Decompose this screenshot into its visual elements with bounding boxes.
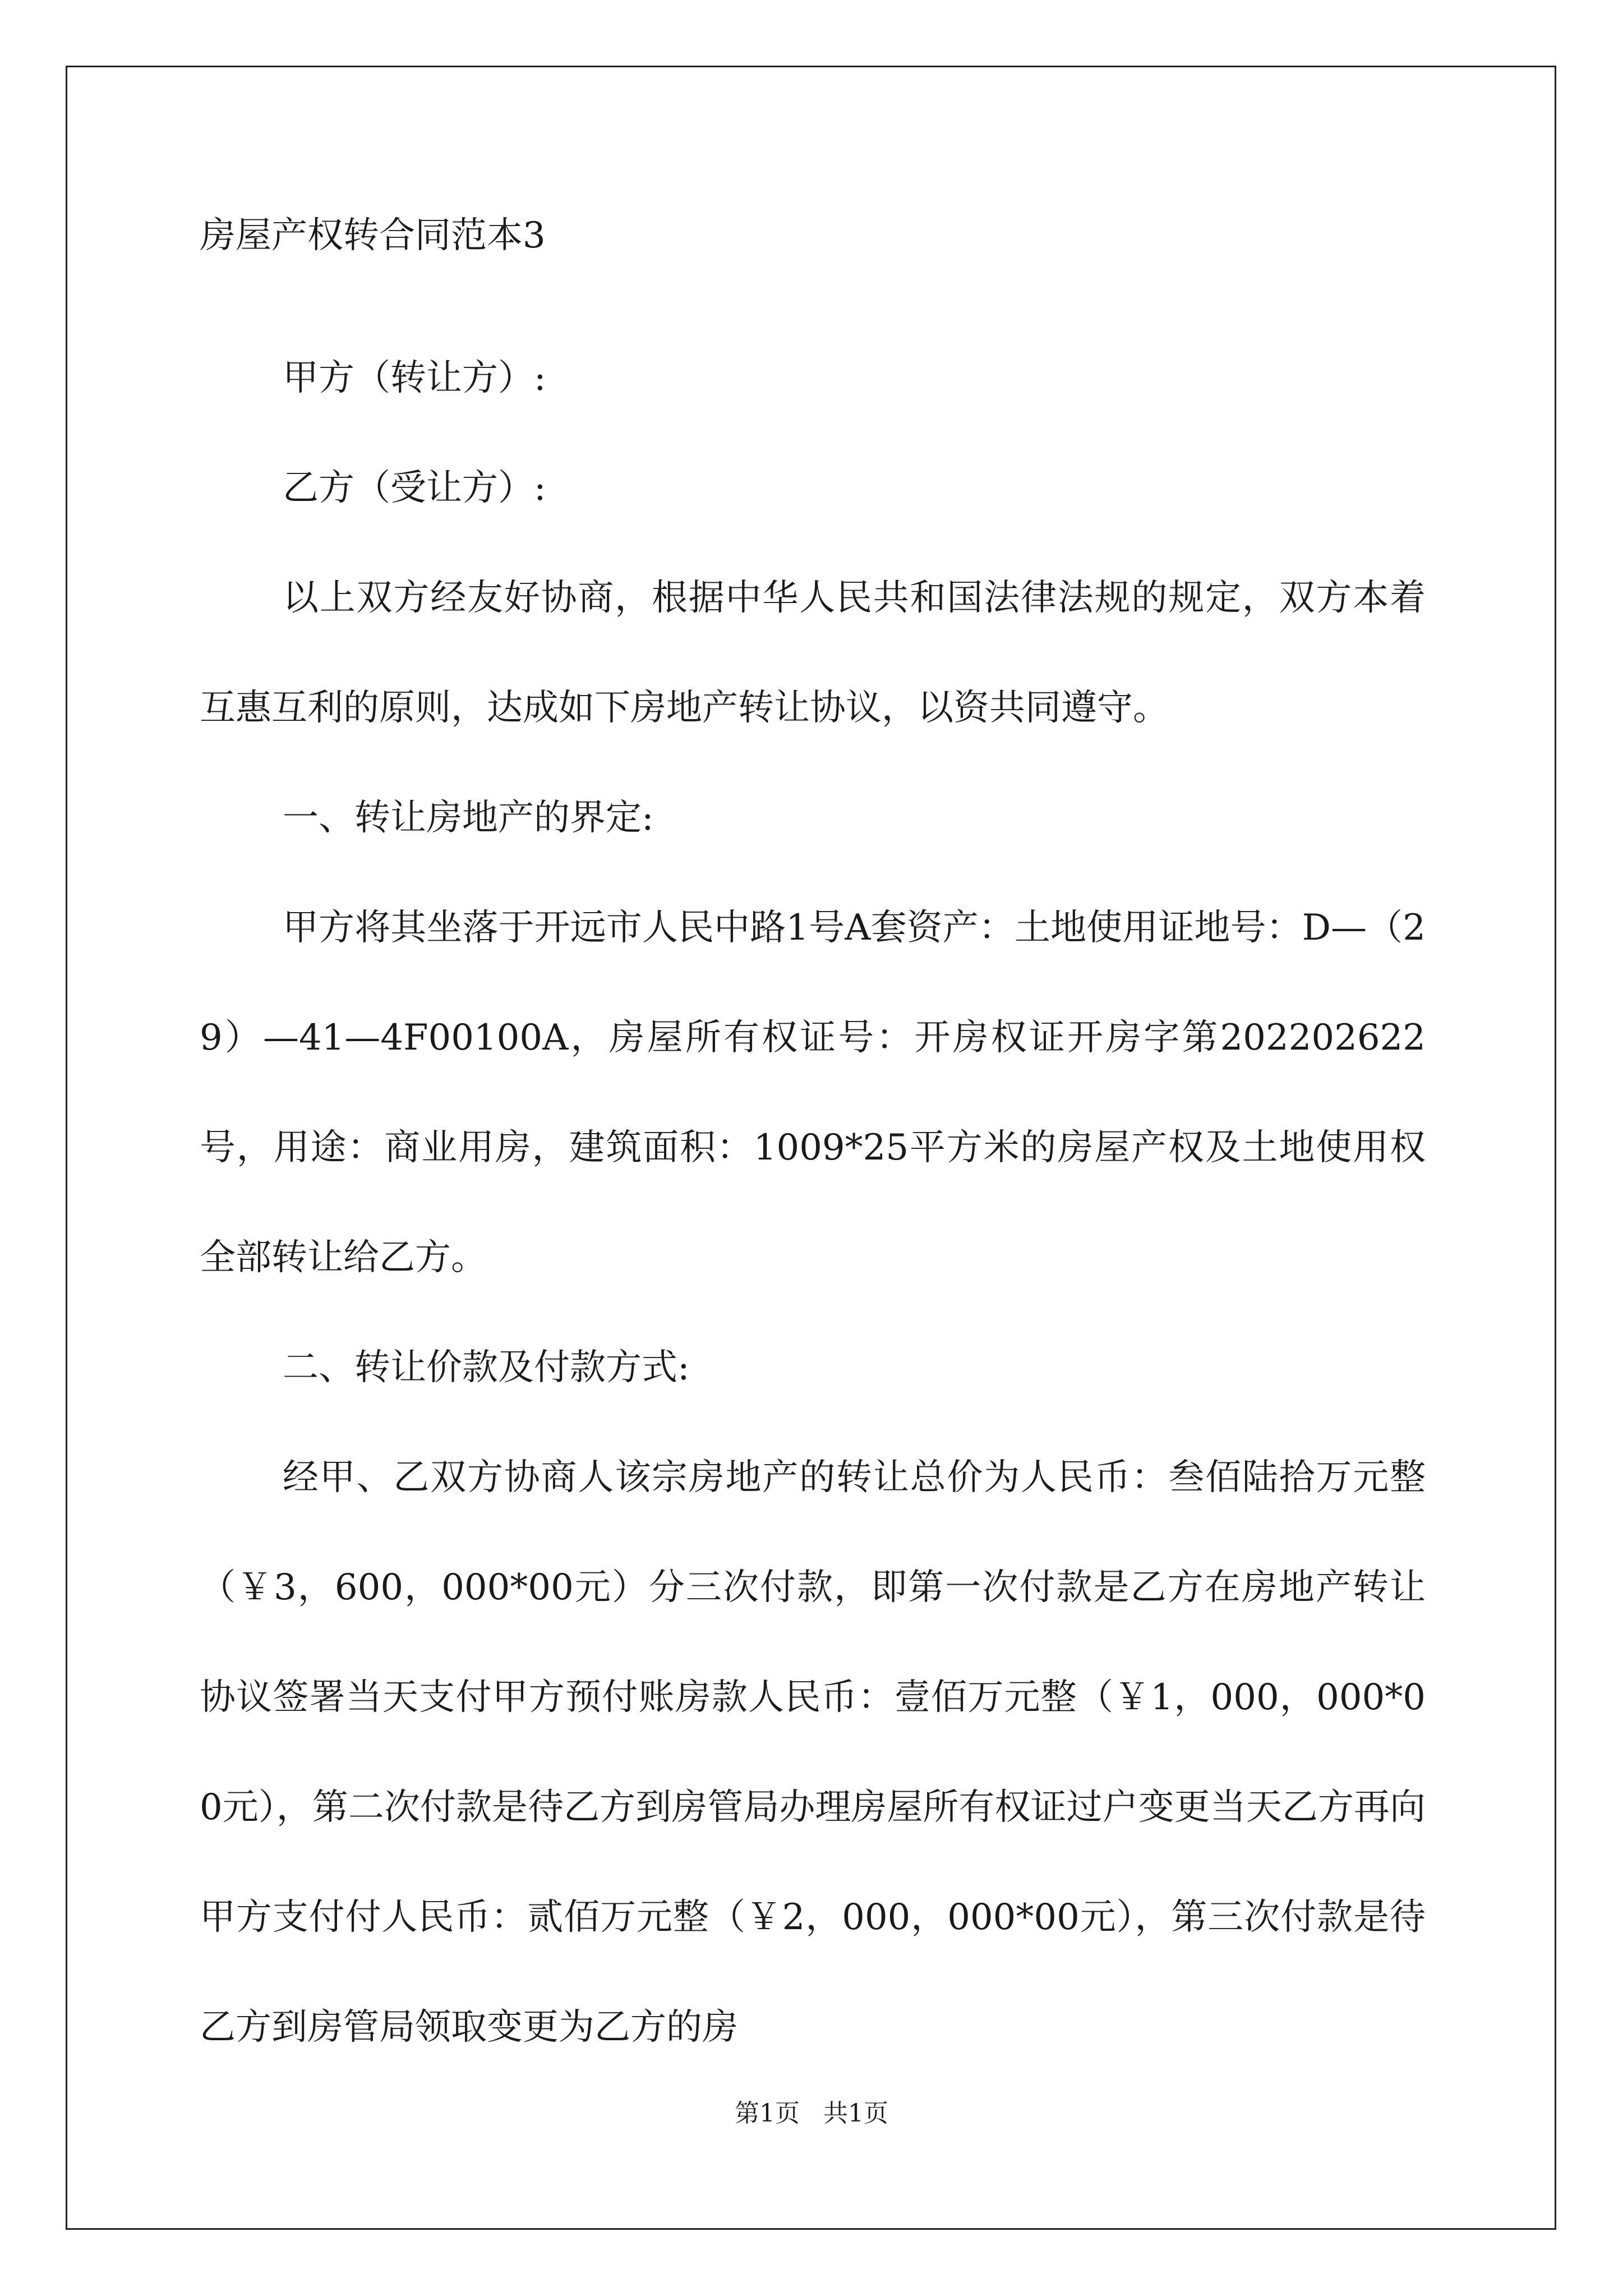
page-footer: 第1页 共1页	[735, 2099, 888, 2128]
payment-terms-paragraph: 经甲、乙双方协商人该宗房地产的转让总价为人民币：叁佰陆拾万元整（￥3，600，000*00元）分三次付款，即第一次付款是乙方在房地产转让协议签署当天支付甲方预付账房款人民币：壹佰万元整（￥1，000，000*00元），第二次付款是待乙方到房管局办理房屋所有权证过户变更当天乙方再向甲方支付付人民币：贰佰万元整（￥2，000，000*00元），第三次付款是待乙方到房管局领取变更为乙方的房	[200, 1457, 1426, 2048]
document-title: 房屋产权转合同范本3	[200, 215, 546, 256]
property-definition-paragraph: 甲方将其坐落于开远市人民中路1号A套资产：土地使用证地号：D—（29）—41—4F00100A，房屋所有权证号：开房权证开房字第202202622号，用途：商业用房，建筑面积：1009*25平方米的房屋产权及土地使用权全部转让给乙方。	[200, 907, 1426, 1278]
preamble-paragraph: 以上双方经友好协商，根据中华人民共和国法律法规的规定，双方本着互惠互利的原则，达成如下房地产转让协议，以资共同遵守。	[200, 577, 1426, 729]
section-two-heading: 二、转让价款及付款方式:	[283, 1347, 690, 1388]
party-a-line: 甲方（转让方）:	[283, 357, 546, 399]
document-body	[200, 213, 1426, 2082]
section-one-heading: 一、转让房地产的界定:	[283, 797, 654, 839]
party-b-line: 乙方（受让方）:	[283, 467, 546, 509]
